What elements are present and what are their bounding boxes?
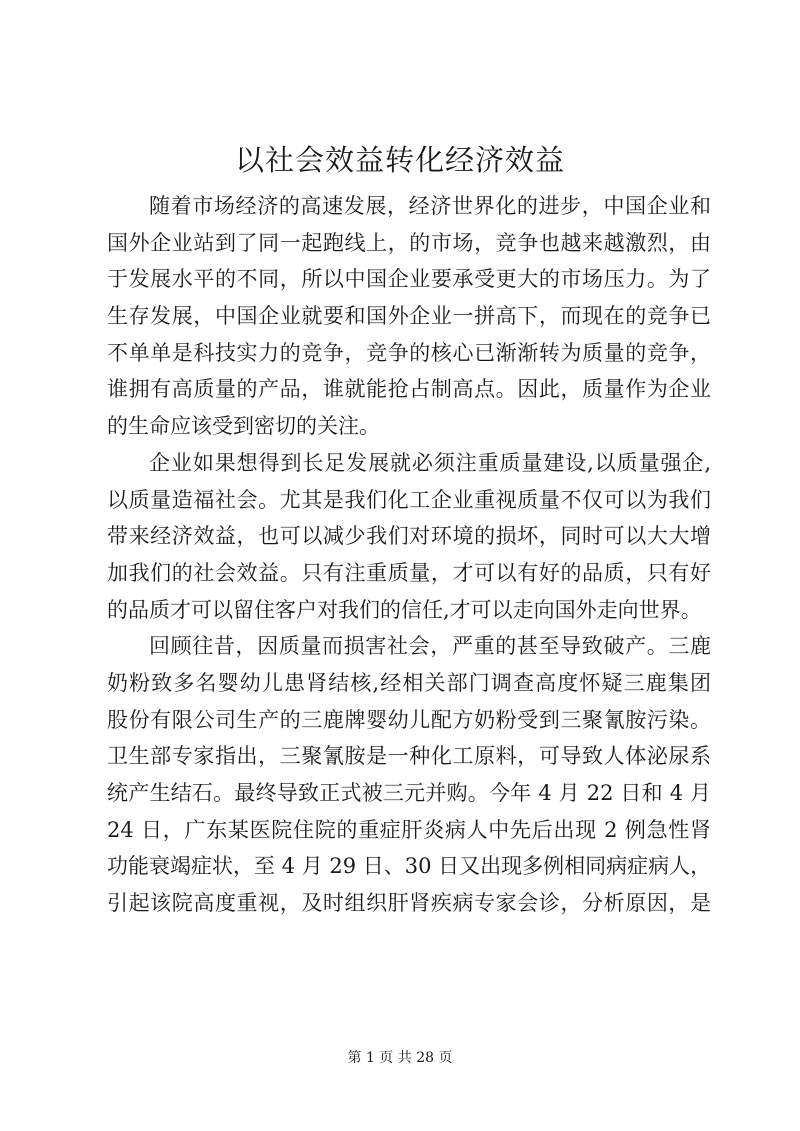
paragraph-line: 不单单是科技实力的竞争，竞争的核心已渐渐转为质量的竞争， — [107, 340, 711, 365]
paragraph-line: 引起该院高度重视，及时组织肝肾疾病专家会诊，分析原因，是 — [107, 891, 711, 916]
paragraph-line: 于发展水平的不同，所以中国企业要承受更大的市场压力。为了 — [107, 267, 711, 292]
document-body — [107, 188, 711, 922]
paragraph-line: 加我们的社会效益。只有注重质量，才可以有好的品质，只有好 — [107, 560, 711, 585]
paragraph-line: 奶粉致多名婴幼儿患肾结核,经相关部门调查高度怀疑三鹿集团 — [107, 670, 711, 695]
paragraph-line: 企业如果想得到长足发展就必须注重质量建设,以质量强企, — [149, 450, 711, 475]
paragraph-line: 的生命应该受到密切的关注。 — [107, 414, 380, 439]
paragraph-line: 谁拥有高质量的产品，谁就能抢占制高点。因此，质量作为企业 — [107, 377, 711, 402]
paragraph-line: 统产生结石。最终导致正式被三元并购。今年 4 月 22 日和 4 月 — [107, 781, 711, 805]
paragraph-line: 生存发展，中国企业就要和国外企业一拼高下，而现在的竞争已 — [107, 304, 711, 329]
paragraph-line: 国外企业站到了同一起跑线上，的市场，竞争也越来越激烈，由 — [107, 230, 711, 255]
paragraph-line: 随着市场经济的高速发展，经济世界化的进步，中国企业和 — [149, 194, 711, 218]
paragraph-line: 功能衰竭症状，至 4 月 29 日、30 日又出现多例相同病症病人， — [107, 854, 712, 879]
paragraph-line: 带来经济效益，也可以减少我们对环境的损坏，同时可以大大增 — [107, 524, 711, 549]
paragraph-line: 卫生部专家指出，三聚氰胺是一种化工原料，可导致人体泌尿系 — [107, 744, 711, 769]
paragraph-line: 的品质才可以留住客户对我们的信任,才可以走向国外走向世界。 — [107, 597, 702, 622]
paragraph-line: 24 日，广东某医院住院的重症肝炎病人中先后出现 2 例急性肾 — [107, 817, 711, 842]
paragraph-line: 以质量造福社会。尤其是我们化工企业重视质量不仅可以为我们 — [107, 487, 711, 512]
page-footer: 第 1 页 共 28 页 — [347, 1050, 453, 1066]
document-title: 以社会效益转化经济效益 — [234, 143, 565, 177]
paragraph-line: 回顾往昔，因质量而损害社会，严重的甚至导致破产。三鹿 — [149, 634, 711, 659]
paragraph-line: 股份有限公司生产的三鹿牌婴幼儿配方奶粉受到三聚氰胺污染。 — [107, 707, 711, 732]
